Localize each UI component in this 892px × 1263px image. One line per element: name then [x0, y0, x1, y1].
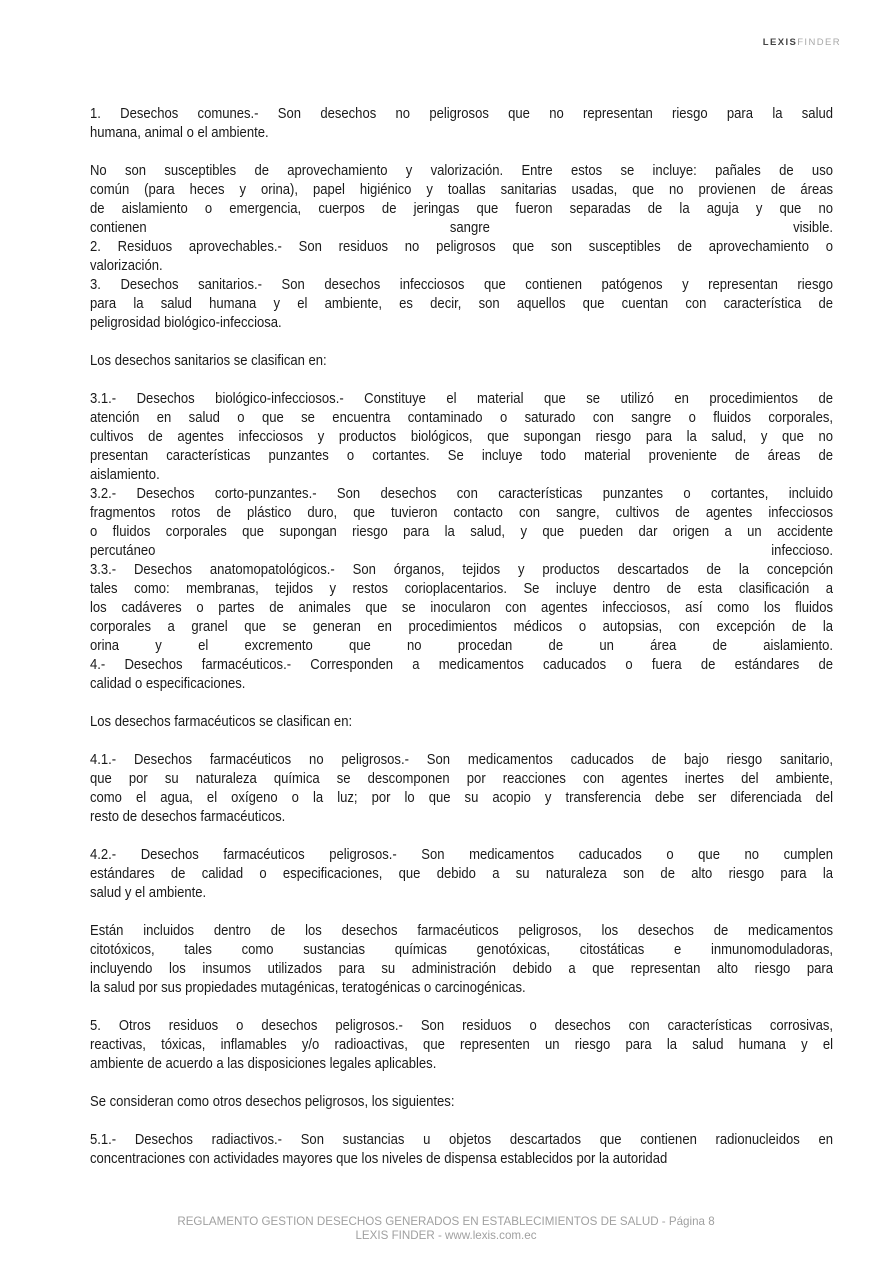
text-line-content: salud y el ambiente. — [90, 884, 207, 901]
text-line-content: incluyendo los insumos utilizados para su administración debido a que representan alto riesgo para — [90, 960, 833, 977]
text-line-content: atención en salud o que se encuentra contaminado o saturado con sangre o fluidos corporales, — [90, 409, 833, 426]
text-line — [90, 978, 833, 997]
text-line — [90, 104, 833, 123]
paragraph-spacer — [90, 826, 833, 845]
text-line-content: tales como: membranas, tejidos y restos corioplacentarios. Se incluye dentro de esta clasificación a — [90, 580, 833, 597]
text-line — [90, 807, 833, 826]
text-line-content: de aislamiento o emergencia, cuerpos de jeringas que fueron separadas de la aguja y que no — [90, 200, 833, 217]
text-line-content: Los desechos sanitarios se clasifican en: — [90, 352, 327, 369]
paragraph-spacer — [90, 1111, 833, 1130]
text-line-content: resto de desechos farmacéuticos. — [90, 808, 286, 825]
text-line — [90, 484, 833, 503]
text-line-content: citotóxicos, tales como sustancias químicas genotóxicas, citostáticas e inmunomoduladoras, — [90, 941, 833, 958]
text-line-content: 3.2.- Desechos corto-punzantes.- Son desechos con características punzantes o cortantes, incluido — [90, 485, 833, 502]
text-line-content: para la salud humana y el ambiente, es decir, son aquellos que cuentan con característica de — [90, 295, 833, 312]
text-line-content: peligrosidad biológico-infecciosa. — [90, 314, 282, 331]
text-line-content: calidad o especificaciones. — [90, 675, 246, 692]
text-line-content: humana, animal o el ambiente. — [90, 124, 269, 141]
text-line-content: 4.- Desechos farmacéuticos.- Corresponden a medicamentos caducados o fuera de estándares de — [90, 656, 833, 673]
text-line — [90, 503, 833, 522]
lexis-finder-logo — [763, 37, 841, 48]
document-body — [90, 104, 833, 1168]
text-line-content: reactivas, tóxicas, inflamables y/o radioactivas, que representen un riesgo para la salud humana y el — [90, 1036, 833, 1053]
text-line — [90, 294, 833, 313]
text-line-content: 2. Residuos aprovechables.- Son residuos no peligrosos que son susceptibles de aprovechamiento o — [90, 238, 833, 255]
paragraph-spacer — [90, 902, 833, 921]
text-line — [90, 123, 833, 142]
text-line-content: corporales a granel que se generan en procedimientos médicos o autopsias, con excepción de la — [90, 618, 833, 635]
text-line — [90, 579, 833, 598]
paragraph-spacer — [90, 332, 833, 351]
text-line-content: 5. Otros residuos o desechos peligrosos.- Son residuos o desechos con características corrosivas, — [90, 1017, 833, 1034]
text-line — [90, 598, 833, 617]
text-line-content: 4.1.- Desechos farmacéuticos no peligrosos.- Son medicamentos caducados de bajo riesgo sanitario, — [90, 751, 833, 768]
text-line — [90, 1035, 833, 1054]
text-line — [90, 845, 833, 864]
paragraph — [90, 712, 833, 731]
paragraph-spacer — [90, 693, 833, 712]
page-footer — [0, 1215, 892, 1243]
paragraph — [90, 351, 833, 370]
text-line — [90, 1016, 833, 1035]
text-line — [90, 408, 833, 427]
text-line — [90, 161, 833, 180]
text-line — [90, 921, 833, 940]
text-line — [90, 465, 833, 484]
text-line — [90, 1054, 833, 1073]
text-line — [90, 541, 833, 560]
footer-source: LEXIS FINDER - www.lexis.com.ec — [355, 1229, 537, 1242]
text-line — [90, 237, 833, 256]
text-line-content: orina y el excremento que no procedan de un área de aislamiento. — [90, 637, 833, 654]
text-line-content: o fluidos corporales que supongan riesgo para la salud, y que pueden dar origen a un accidente — [90, 523, 833, 540]
text-line-content: cultivos de agentes infecciosos y productos biológicos, que supongan riesgo para la salud, y que no — [90, 428, 833, 445]
text-line-content: estándares de calidad o especificaciones, que debido a su naturaleza son de alto riesgo para la — [90, 865, 833, 882]
logo-bold-text: LEXIS — [762, 37, 798, 48]
text-line — [90, 788, 833, 807]
text-line-content: los cadáveres o partes de animales que se inocularon con agentes infecciosos, así como los fluidos — [90, 599, 833, 616]
text-line-content: concentraciones con actividades mayores que los niveles de dispensa establecidos por la autoridad — [90, 1150, 668, 1167]
text-line-content: Se consideran como otros desechos peligrosos, los siguientes: — [90, 1093, 455, 1110]
text-line — [90, 313, 833, 332]
text-line-content: 3. Desechos sanitarios.- Son desechos infecciosos que contienen patógenos y representan riesgo — [90, 276, 834, 293]
text-line-content: presentan características punzantes o cortantes. Se incluye todo material proveniente de áreas de — [90, 447, 833, 464]
text-line-content: 3.3.- Desechos anatomopatológicos.- Son órganos, tejidos y productos descartados de la concepción — [90, 561, 833, 578]
paragraph — [90, 161, 833, 332]
paragraph — [90, 104, 833, 142]
text-line-content: como el agua, el oxígeno o la luz; por lo que su acopio y transferencia debe ser diferenciada del — [90, 789, 833, 806]
paragraph-spacer — [90, 370, 833, 389]
text-line — [90, 199, 833, 218]
text-line-content: valorización. — [90, 257, 163, 274]
text-line-content: que por su naturaleza química se descomponen por reacciones con agentes inertes del ambiente, — [90, 770, 834, 787]
text-line — [90, 940, 833, 959]
text-line-content: 4.2.- Desechos farmacéuticos peligrosos.- Son medicamentos caducados o que no cumplen — [90, 846, 833, 863]
text-line-content: Los desechos farmacéuticos se clasifican en: — [90, 713, 353, 730]
text-line — [90, 1149, 833, 1168]
paragraph — [90, 1016, 833, 1073]
text-line — [90, 522, 833, 541]
text-line-content: 3.1.- Desechos biológico-infecciosos.- Constituye el material que se utilizó en procedimientos de — [90, 390, 833, 407]
text-line — [90, 446, 833, 465]
text-line-content: 1. Desechos comunes.- Son desechos no peligrosos que no representan riesgo para la salud — [90, 105, 833, 122]
text-line-content: Están incluidos dentro de los desechos farmacéuticos peligrosos, los desechos de medicamentos — [90, 922, 833, 939]
text-line — [90, 769, 833, 788]
text-line-content: ambiente de acuerdo a las disposiciones legales aplicables. — [90, 1055, 437, 1072]
paragraph — [90, 921, 833, 997]
text-line-content: percutáneo infeccioso. — [90, 542, 833, 559]
text-line-content: fragmentos rotos de plástico duro, que tuvieron contacto con sangre, cultivos de agentes infecciosos — [90, 504, 833, 521]
paragraph-spacer — [90, 1073, 833, 1092]
text-line-content: No son susceptibles de aprovechamiento y valorización. Entre estos se incluye: pañales de uso — [90, 162, 833, 179]
text-line-content: común (para heces y orina), papel higiénico y toallas sanitarias usadas, que no provienen de áreas — [90, 181, 833, 198]
text-line — [90, 712, 833, 731]
paragraph-spacer — [90, 731, 833, 750]
paragraph — [90, 389, 833, 693]
text-line-content: contienen sangre visible. — [90, 219, 833, 236]
text-line — [90, 883, 833, 902]
text-line — [90, 1130, 833, 1149]
text-line — [90, 864, 833, 883]
text-line — [90, 959, 833, 978]
text-line — [90, 560, 833, 579]
logo-light-text: FINDER — [797, 37, 841, 48]
text-line — [90, 674, 833, 693]
text-line — [90, 617, 833, 636]
text-line-content: 5.1.- Desechos radiactivos.- Son sustancias u objetos descartados que contienen radionucleidos en — [90, 1131, 833, 1148]
text-line — [90, 655, 833, 674]
footer-document-title: REGLAMENTO GESTION DESECHOS GENERADOS EN ESTABLECIMIENTOS DE SALUD - Página 8 — [177, 1215, 715, 1228]
paragraph — [90, 1092, 833, 1111]
text-line — [90, 636, 833, 655]
text-line-content: aislamiento. — [90, 466, 160, 483]
text-line — [90, 180, 833, 199]
text-line — [90, 750, 833, 769]
text-line — [90, 1092, 833, 1111]
text-line — [90, 389, 833, 408]
paragraph — [90, 1130, 833, 1168]
text-line — [90, 275, 833, 294]
text-line — [90, 256, 833, 275]
paragraph — [90, 845, 833, 902]
paragraph-spacer — [90, 142, 833, 161]
text-line-content: la salud por sus propiedades mutagénicas, teratogénicas o carcinogénicas. — [90, 979, 526, 996]
text-line — [90, 427, 833, 446]
text-line — [90, 351, 833, 370]
text-line — [90, 218, 833, 237]
paragraph-spacer — [90, 997, 833, 1016]
paragraph — [90, 750, 833, 826]
